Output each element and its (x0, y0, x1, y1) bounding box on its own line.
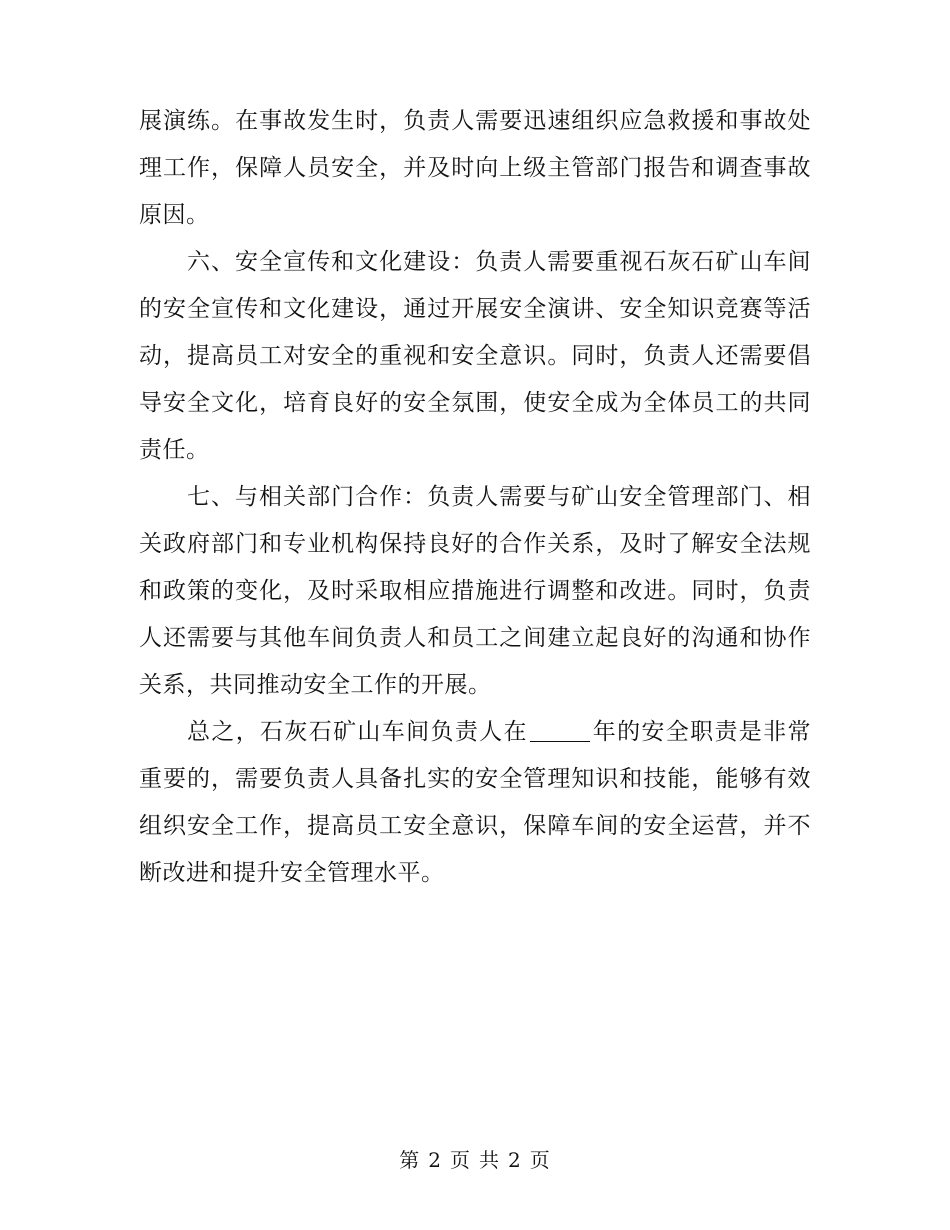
footer-current-page: 2 (428, 1148, 442, 1172)
summary-text-before-blank: 总之，石灰石矿山车间负责人在 (187, 719, 528, 745)
footer-page-word: 页 (450, 1148, 471, 1172)
footer-prefix: 第 (399, 1148, 421, 1172)
footer-suffix: 页 (529, 1148, 551, 1172)
document-body (139, 98, 811, 897)
footer-total-pages: 2 (508, 1148, 522, 1172)
paragraph-summary (139, 709, 811, 897)
summary-text-after-blank: 年的安全职责是非常重要的，需要负责人具备扎实的安全管理知识和技能，能够有效组织安全工作，提高员工安全意识，保障车间的安全运营，并不断改进和提升安全管理水平。 (139, 719, 812, 886)
paragraph-department-cooperation: 七、与相关部门合作：负责人需要与矿山安全管理部门、相关政府部门和专业机构保持良好的合作关系，及时了解安全法规和政策的变化，及时采取相应措施进行调整和改进。同时，负责人还需要与其他车间负责人和员工之间建立起良好的沟通和协作关系，共同推动安全工作的开展。 (139, 484, 811, 698)
page-footer (0, 1144, 950, 1173)
paragraph-safety-culture: 六、安全宣传和文化建设：负责人需要重视石灰石矿山车间的安全宣传和文化建设，通过开展安全演讲、安全知识竞赛等活动，提高员工对安全的重视和安全意识。同时，负责人还需要倡导安全文化，培育良好的安全氛围，使安全成为全体员工的共同责任。 (139, 249, 811, 463)
footer-total-word: 共 (479, 1148, 500, 1172)
paragraph-continuation: 展演练。在事故发生时，负责人需要迅速组织应急救援和事故处理工作，保障人员安全，并及时向上级主管部门报告和调查事故原因。 (139, 108, 811, 228)
year-blank-line (530, 719, 590, 742)
